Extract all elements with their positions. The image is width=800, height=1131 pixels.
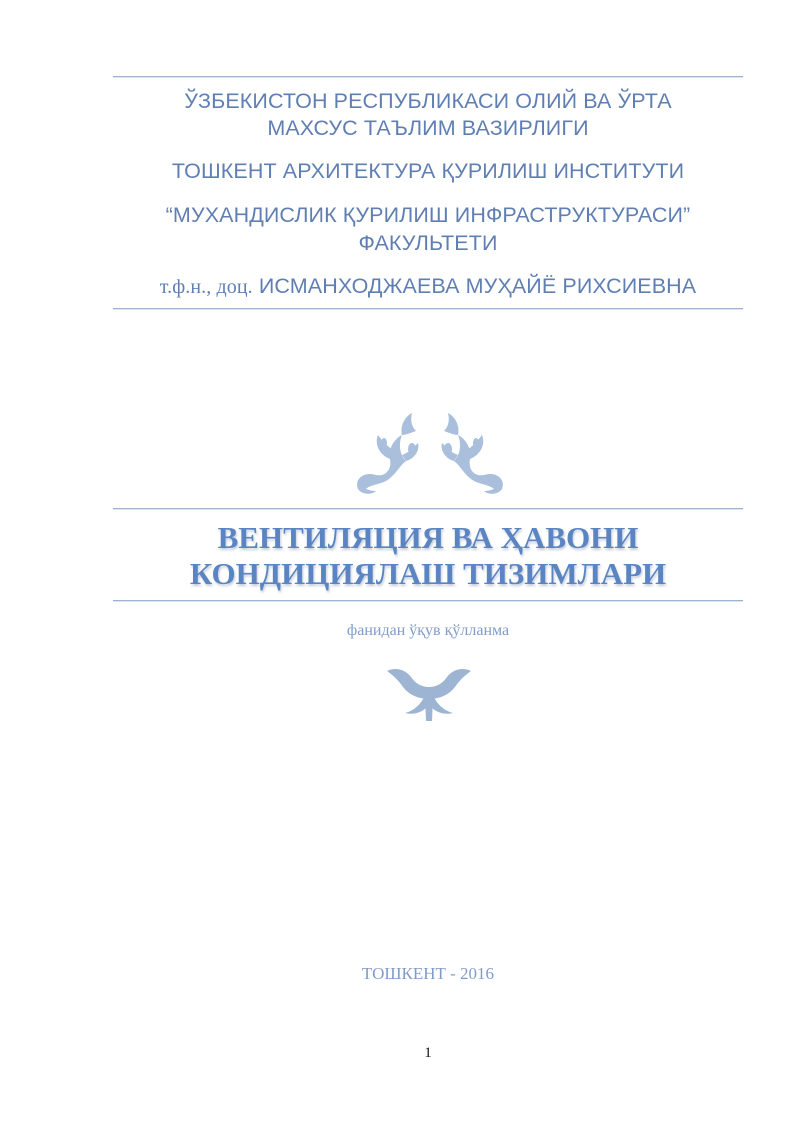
- title-bottom-rule: [113, 600, 743, 601]
- page-number: 1: [424, 1045, 432, 1061]
- header-bottom-rule: [113, 308, 743, 309]
- author-line: [113, 272, 743, 301]
- ministry-line-1: ЎЗБЕКИСТОН РЕСПУБЛИКАСИ ОЛИЙ ВА ЎРТА: [184, 89, 672, 113]
- ministry-line-2: МАХСУС ТАЪЛИМ ВАЗИРЛИГИ: [267, 116, 589, 140]
- institute-name: ТОШКЕНТ АРХИТЕКТУРА ҚУРИЛИШ ИНСТИТУТИ: [171, 159, 685, 183]
- faculty-line-1: “МУХАНДИСЛИК ҚУРИЛИШ ИНФРАСТРУКТУРАСИ”: [165, 203, 691, 227]
- faculty-line-2: ФАКУЛЬТЕТИ: [358, 231, 498, 255]
- author-name: ИСМАНХОДЖАЕВА МУҲАЙЁ РИХСИЕВНА: [258, 274, 697, 298]
- book-title-line-1: ВЕНТИЛЯЦИЯ ВА ҲАВОНИ: [217, 520, 639, 555]
- title-top-rule: [113, 508, 743, 509]
- fleur-ornament-icon: [385, 665, 473, 723]
- floral-ornament-icon: [350, 405, 510, 497]
- city-year: ТОШКЕНТ - 2016: [361, 964, 495, 983]
- author-degree: т.ф.н., доц.: [159, 276, 253, 298]
- subtitle: фанидан ўқув қўлланма: [346, 622, 510, 639]
- top-rule: [113, 76, 743, 77]
- book-title-line-2: КОНДИЦИЯЛАШ ТИЗИМЛАРИ: [189, 556, 667, 591]
